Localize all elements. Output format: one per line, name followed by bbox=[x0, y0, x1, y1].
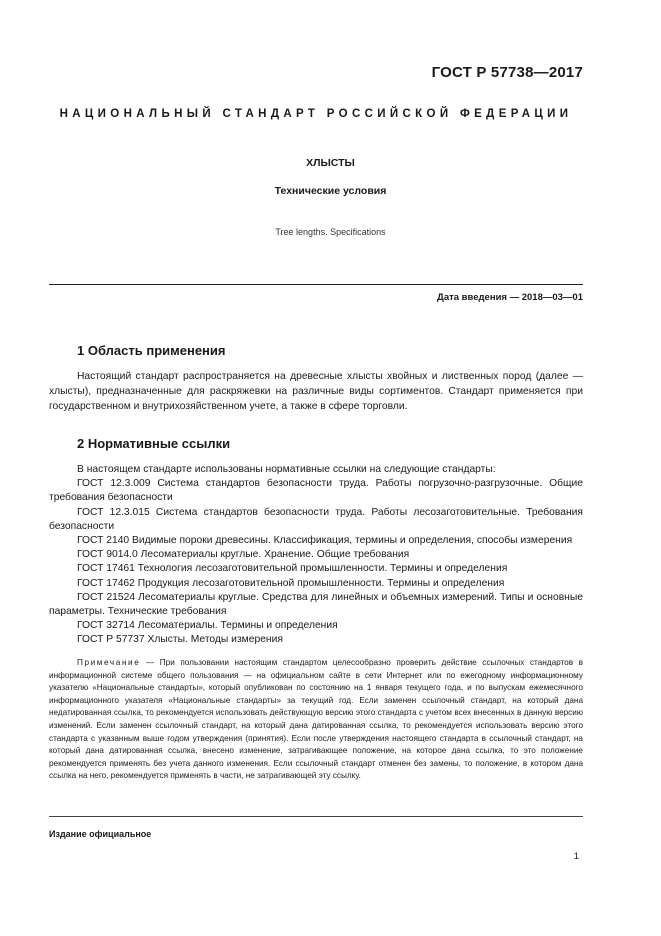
note-text: — При пользовании настоящим стандартом целесообразно проверить действие ссылочных стандартов в информационной системе общего пользования — на официальном сайте в сети Интернет или по ежегодному информационному указателю «Национальные стандарты», который опубликован по состоянию на 1 января текущего года, и по выпускам ежемесячного информационного указателя «Национальные стандарты» за текущий год. Если заменен ссылочный стандарт, на который дана недатированная ссылка, то рекомендуется использовать действующую версию этого стандарта с учетом всех внесенных в данную версию изменений. Если заменен ссылочный стандарт, на который дана датированная ссылка, то рекомендуется использовать версию этого стандарта с указанным выше годом утверждения (принятия). Если после утверждения настоящего стандарта в ссылочный стандарт, на который дана датированная ссылка, внесено изменение, затрагивающее положение, на которое дана ссылка, то это положение рекомендуется применять без учета данного изменения. Если ссылочный стандарт отменен без замены, то положение, в котором дана ссылка на него, рекомендуется применять в части, не затрагивающей эту ссылку. bbox=[49, 658, 583, 781]
note-block bbox=[49, 657, 583, 783]
reference-item: ГОСТ 12.3.009 Система стандартов безопасности труда. Работы погрузочно-разгрузочные. Общие требования безопасности bbox=[49, 478, 583, 504]
document-title: ХЛЫСТЫ bbox=[306, 157, 355, 169]
reference-item: ГОСТ 21524 Лесоматериалы круглые. Средства для линейных и объемных измерений. Типы и основные параметры. Технические требования bbox=[49, 591, 583, 618]
note-label: Примечание bbox=[77, 658, 141, 667]
section-1-paragraph: Настоящий стандарт распространяется на древесные хлысты хвойных и лиственных пород (далее — хлысты), предназначенные для раскряжевки на различные виды сортиментов. Стандарт применяется при государственном и внутрихозяйственном учете, а также в сфере торговли. bbox=[49, 371, 583, 413]
references-intro: В настоящем стандарте использованы нормативные ссылки на следующие стандарты: bbox=[77, 464, 496, 475]
section-1-text bbox=[49, 369, 583, 415]
document-subtitle: Технические условия bbox=[274, 185, 387, 197]
page-number: 1 bbox=[573, 851, 579, 862]
introduction-date: Дата введения — 2018—03—01 bbox=[437, 292, 583, 303]
document-number: ГОСТ Р 57738—2017 bbox=[431, 64, 583, 81]
reference-item: ГОСТ 2140 Видимые пороки древесины. Классификация, термины и определения, способы измерения bbox=[77, 535, 573, 547]
reference-item: ГОСТ 17461 Технология лесозаготовительной промышленности. Термины и определения bbox=[77, 563, 508, 575]
section-2-heading: 2 Нормативные ссылки bbox=[77, 436, 231, 451]
reference-item: ГОСТ 12.3.015 Система стандартов безопасности труда. Работы лесозаготовительные. Требования безопасности bbox=[49, 506, 583, 532]
header-divider bbox=[49, 284, 583, 285]
national-standard-banner: НАЦИОНАЛЬНЫЙ СТАНДАРТ РОССИЙСКОЙ ФЕДЕРАЦИИ bbox=[59, 108, 573, 120]
english-title: Tree lengths. Specifications bbox=[275, 227, 386, 237]
reference-item: ГОСТ 9014.0 Лесоматериалы круглые. Хранение. Общие требования bbox=[77, 549, 410, 561]
reference-item: ГОСТ 32714 Лесоматериалы. Термины и определения bbox=[77, 620, 338, 632]
normative-references-list bbox=[49, 463, 583, 648]
reference-item: ГОСТ 17462 Продукция лесозаготовительной промышленности. Термины и определения bbox=[77, 577, 505, 589]
footer-divider bbox=[49, 816, 583, 817]
reference-item: ГОСТ Р 57737 Хлысты. Методы измерения bbox=[77, 634, 283, 646]
official-edition-label: Издание официальное bbox=[49, 829, 152, 839]
section-1-heading: 1 Область применения bbox=[77, 343, 226, 358]
